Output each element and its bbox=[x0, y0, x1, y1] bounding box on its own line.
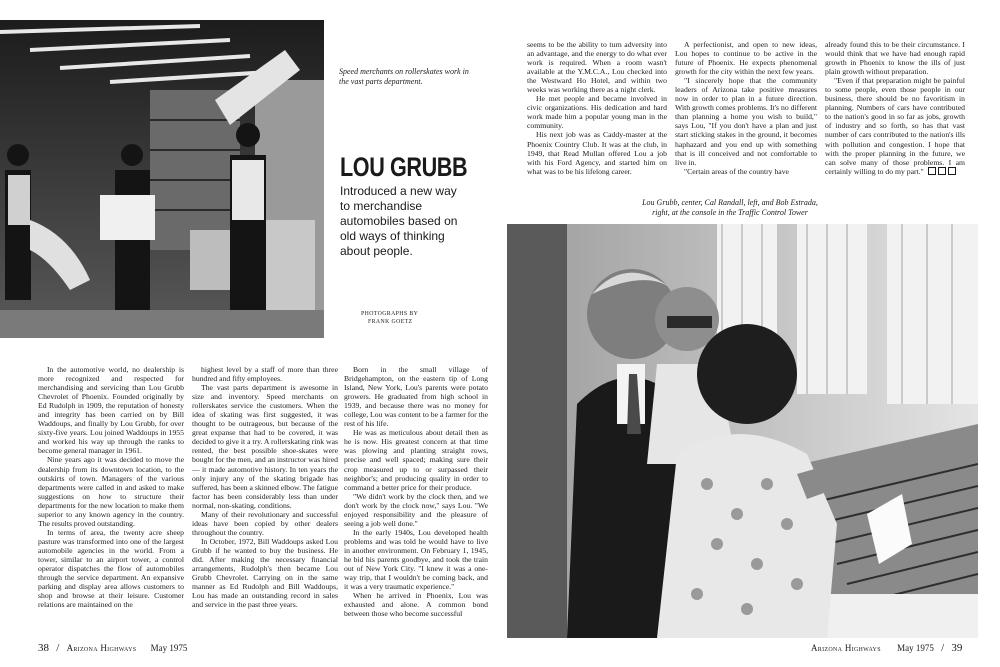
paragraph: Nine years ago it was decided to move the dealership from its downtown location, to the outskirts of town. Managers of the various departments were called in and asked to make suggestions on how to structure their departments for the new location to make them superior to any known agency in the country. The results proved outstanding. bbox=[38, 455, 184, 528]
paragraph: When he arrived in Phoenix, Lou was exhausted and alone. A common bond between those who become successful bbox=[344, 591, 488, 619]
paragraph: A perfectionist, and open to new ideas, Lou hopes to continue to be active in the future of Phoenix. He expects phenomenal growth for the city within the next few years. bbox=[675, 40, 817, 77]
issue-date: May 1975 bbox=[897, 643, 934, 653]
paragraph: In the automotive world, no dealership is more recognized and respected for merchandising and servicing than Lou Grubb Chevrolet of Phoenix. Founded originally by Ed Rudolph in 1909, the reputation of honesty and integrity has been carried on by Bill Waddoups, and finally by Lou Grubb, for over sixty-five years. Lou joined Waddoups in 1955 and worked his way up through the ranks to become general manager in 1961. bbox=[38, 365, 184, 456]
photo-credit-name: FRANK GOETZ bbox=[368, 319, 413, 325]
tower-photo-caption bbox=[610, 198, 850, 217]
left-column-2 bbox=[192, 365, 338, 609]
right-column-2 bbox=[675, 40, 817, 176]
magazine-name: Arizona Highways bbox=[811, 643, 881, 653]
footer-separator: / bbox=[941, 642, 945, 654]
paragraph: In terms of area, the twenty acre sheep pasture was transformed into one of the largest automobile agencies in the world. From a tower, similar to an airport tower, a control operator dispatches the flow of automobiles through the service department. An expansive parking and display area allows customers to shop and browse at their leisure. Customer relations are maintained on the bbox=[38, 527, 184, 610]
paragraph: Many of their revolutionary and successful ideas have been copied by other dealers throughout the country. bbox=[192, 509, 338, 537]
magazine-name: Arizona Highways bbox=[66, 643, 137, 653]
page-number: 39 bbox=[951, 642, 963, 654]
left-column-3 bbox=[344, 365, 488, 618]
right-page-footer bbox=[811, 642, 962, 654]
paragraph bbox=[825, 76, 965, 176]
caption-line: Lou Grubb, center, Cal Randall, left, and Bob Estrada, bbox=[642, 198, 818, 207]
paragraph: Born in the small village of Bridgehampton, on the eastern tip of Long Island, New York, Lou's parents were potato growers. He graduated from high school in 1939, and because there was no money for college, Lou was content to be a farmer for the rest of his life. bbox=[344, 365, 488, 429]
article-subtitle: Introduced a new way to merchandise automobiles based on old ways of thinking about people. bbox=[340, 184, 458, 258]
paragraph: He was as meticulous about detail then as he is now. His greatest concern at that time was plowing and planting straight rows, precise and well spaced; making sure their crop measured up to or surpassed their neighbor's; and producing quality in order to command a better price for their produce. bbox=[344, 428, 488, 492]
left-column-1 bbox=[38, 365, 184, 609]
paragraph: "Certain areas of the country have bbox=[684, 166, 789, 176]
paragraph: He met people and became involved in civic organizations. His dedication and hard work made him a popular young man in the community. bbox=[527, 94, 667, 131]
paragraph: The vast parts department is awesome in size and inventory. Speed merchants on rollerskates service the customers. When the idea of skating was first suggested, it was thought to be outrageous, but because of the great expanse that had to be covered, it was decided to give it a try. A rollerskating rink was rented, the best possible shoe-skates were bought for the men, and an instructor was hired — it made automotive history. In ten years the only injury any of the skating brigade has suffered, has been a skinned elbow. The fatigue factor has been considerably less than under normal, non-skating, conditions. bbox=[192, 383, 338, 510]
footer-separator: / bbox=[56, 642, 60, 654]
photo-credit-label: PHOTOGRAPHS BY bbox=[361, 311, 419, 317]
traffic-control-tower-photo bbox=[507, 224, 978, 638]
article-title: LOU GRUBB bbox=[340, 152, 468, 182]
paragraph-text: "Even if that preparation might be painful to some people, even those people in our business, there should be no favoritism in planning. Numbers of cars have contributed to the nation's good in so far as jobs, growth of industry and so forth, so has that vast number of cars contributed to the nation's ills with pollution and congestion. I hope that with the proper planning in the future, we can solve many of those problems. I am certainly willing to do my part." bbox=[825, 76, 965, 176]
parts-photo-caption: Speed merchants on rollerskates work in the vast parts department. bbox=[339, 67, 469, 86]
paragraph: In the early 1940s, Lou developed health problems and was told he would have to live in another environment. On February 1, 1945, he bid his parents goodbye, and took the train out of New York City. "I knew it was a one-way trip, that I wouldn't be coming back, and it was a very traumatic experience." bbox=[344, 527, 488, 592]
left-page-footer bbox=[38, 642, 187, 654]
right-column-3 bbox=[825, 40, 965, 176]
issue-date: May 1975 bbox=[150, 643, 188, 653]
paragraph: already found this to be their circumstance. I would think that we have had enough rapid growth in Phoenix to know the ills of just plain growth without preparation. bbox=[825, 40, 965, 77]
paragraph: "We didn't work by the clock then, and we don't work by the clock now," says Lou. "We enjoyed responsibility and the pleasure of seeing a job well done." bbox=[344, 491, 488, 528]
paragraph: His next job was as Caddy-master at the Phoenix Country Club. It was at the club, in 1949, that Read Mullan offered Lou a job with his Ford Agency, and started him on what was to be his lifelong career. bbox=[527, 130, 667, 176]
page-number: 38 bbox=[38, 642, 49, 654]
parts-department-photo bbox=[0, 20, 324, 338]
right-column-1 bbox=[527, 40, 667, 176]
end-of-article-marks bbox=[926, 167, 956, 176]
paragraph: highest level by a staff of more than three hundred and fifty employees. bbox=[192, 365, 338, 384]
caption-line: right, at the console in the Traffic Control Tower bbox=[652, 207, 808, 217]
paragraph: In October, 1972, Bill Waddoups asked Lou Grubb if he wanted to buy the business. He did. After making the necessary financial arrangements, Rudolph's then became Lou Grubb Chevrolet. Carrying on in the same manner as Ed Rudolph and Bill Waddoups, Lou has made an outstanding record in sales and service in the past three years. bbox=[192, 536, 338, 610]
paragraph: "I sincerely hope that the community leaders of Arizona take positive measures now in order to plan in a future direction. With growth comes problems. It's no different than planning a home you wish to build," says Lou, "If you don't have a plan and just start sticking stakes in the ground, it becomes haphazard and you end up with something that is ill conceived and not comfortable to live in. bbox=[675, 76, 817, 167]
paragraph: seems to be the ability to turn adversity into an advantage, and the energy to do what ever work is required. When a room wasn't available at the Y.M.C.A., Lou checked into the Westward Ho Hotel, and within two weeks was working there as a night clerk. bbox=[527, 40, 667, 95]
